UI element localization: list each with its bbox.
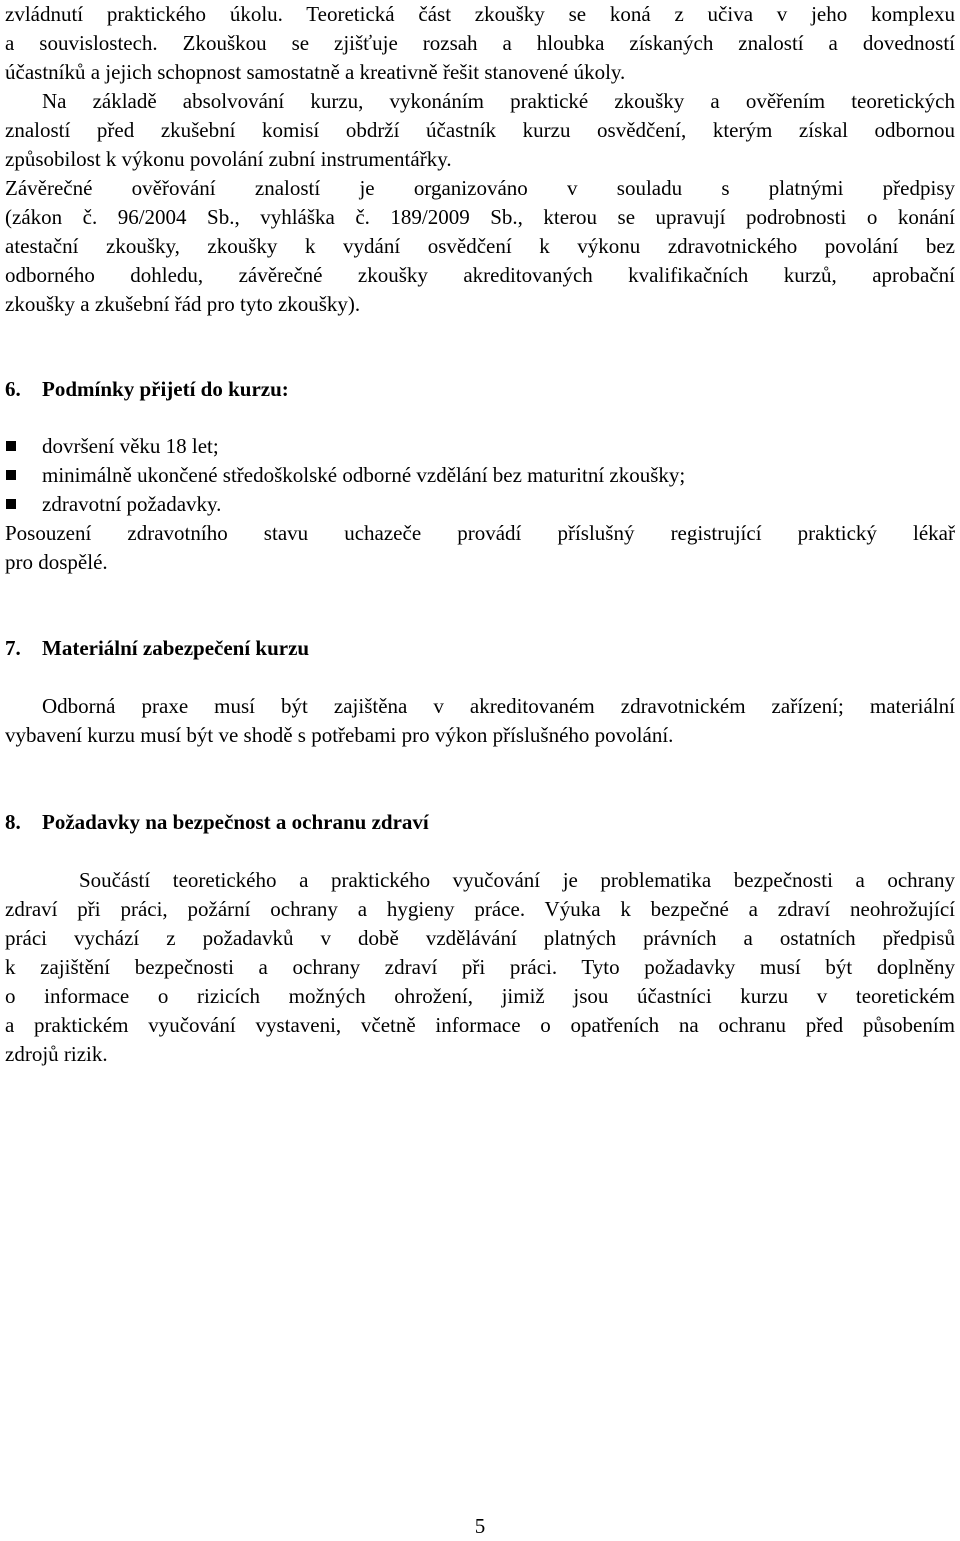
list-item — [5, 432, 955, 461]
paragraph-line: (zákon č. 96/2004 Sb., vyhláška č. 189/2009 Sb., kterou se upravují podrobnosti o konání — [5, 205, 955, 229]
square-bullet-icon — [6, 441, 16, 451]
paragraph-line: účastníků a jejich schopnost samostatně a kreativně řešit stanovené úkoly. — [5, 60, 626, 84]
paragraph-line: o informace o rizicích možných ohrožení, jimiž jsou účastníci kurzu v teoretickém — [5, 984, 955, 1008]
paragraph-line: vybavení kurzu musí být ve shodě s potřebami pro výkon příslušného povolání. — [5, 723, 674, 747]
paragraph-line: atestační zkoušky, zkoušky k vydání osvědčení k výkonu zdravotnického povolání bez — [5, 234, 955, 258]
page-number: 5 — [474, 1514, 486, 1538]
square-bullet-icon — [6, 470, 16, 480]
section-number: 7. — [5, 636, 21, 660]
paragraph-line: zdraví při práci, požární ochrany a hygieny práce. Výuka k bezpečné a zdraví neohrožující — [5, 897, 955, 921]
paragraph-line: a souvislostech. Zkouškou se zjišťuje rozsah a hloubka získaných znalostí a dovedností — [5, 31, 955, 55]
list-item-text: dovršení věku 18 let; — [42, 434, 219, 458]
list-item — [5, 490, 955, 519]
paragraph-line: způsobilost k výkonu povolání zubní instrumentářky. — [5, 147, 452, 171]
section-number: 8. — [5, 810, 21, 834]
paragraph-line: Součástí teoretického a praktického vyučování je problematika bezpečnosti a ochrany — [79, 868, 955, 892]
section-heading-7 — [5, 634, 955, 663]
paragraph-line: Odborná praxe musí být zajištěna v akreditovaném zdravotnickém zařízení; materiální — [42, 694, 955, 718]
list-item-text: zdravotní požadavky. — [42, 492, 222, 516]
paragraph-line: Na základě absolvování kurzu, vykonáním praktické zkoušky a ověřením teoretických — [42, 89, 955, 113]
section-title: Požadavky na bezpečnost a ochranu zdraví — [42, 810, 429, 834]
paragraph-line: zdrojů rizik. — [5, 1042, 108, 1066]
paragraph-line: Závěrečné ověřování znalostí je organizováno v souladu s platnými předpisy — [5, 176, 955, 200]
paragraph-line: a praktickém vyučování vystaveni, včetně informace o opatřeních na ochranu před působením — [5, 1013, 955, 1037]
section-heading-6 — [5, 375, 955, 404]
section-number: 6. — [5, 377, 21, 401]
section-heading-8 — [5, 808, 955, 837]
paragraph-line: zvládnutí praktického úkolu. Teoretická část zkoušky se koná z učiva v jeho komplexu — [5, 2, 955, 26]
paragraph-line: odborného dohledu, závěrečné zkoušky akreditovaných kvalifikačních kurzů, aprobační — [5, 263, 955, 287]
list-item — [5, 461, 955, 490]
paragraph-line: práci vychází z požadavků v době vzdělávání platných právních a ostatních předpisů — [5, 926, 955, 950]
square-bullet-icon — [6, 499, 16, 509]
paragraph-line: Posouzení zdravotního stavu uchazeče provádí příslušný registrující praktický lékař — [5, 521, 955, 545]
section-title: Podmínky přijetí do kurzu: — [42, 377, 289, 401]
paragraph-line: k zajištění bezpečnosti a ochrany zdraví při práci. Tyto požadavky musí být doplněny — [5, 955, 955, 979]
section-title: Materiální zabezpečení kurzu — [42, 636, 310, 660]
paragraph-line: pro dospělé. — [5, 550, 108, 574]
paragraph-line: zkoušky a zkušební řád pro tyto zkoušky). — [5, 292, 361, 316]
list-item-text: minimálně ukončené středoškolské odborné vzdělání bez maturitní zkoušky; — [42, 463, 686, 487]
paragraph-line: znalostí před zkušební komisí obdrží účastník kurzu osvědčení, kterým získal odbornou — [5, 118, 955, 142]
